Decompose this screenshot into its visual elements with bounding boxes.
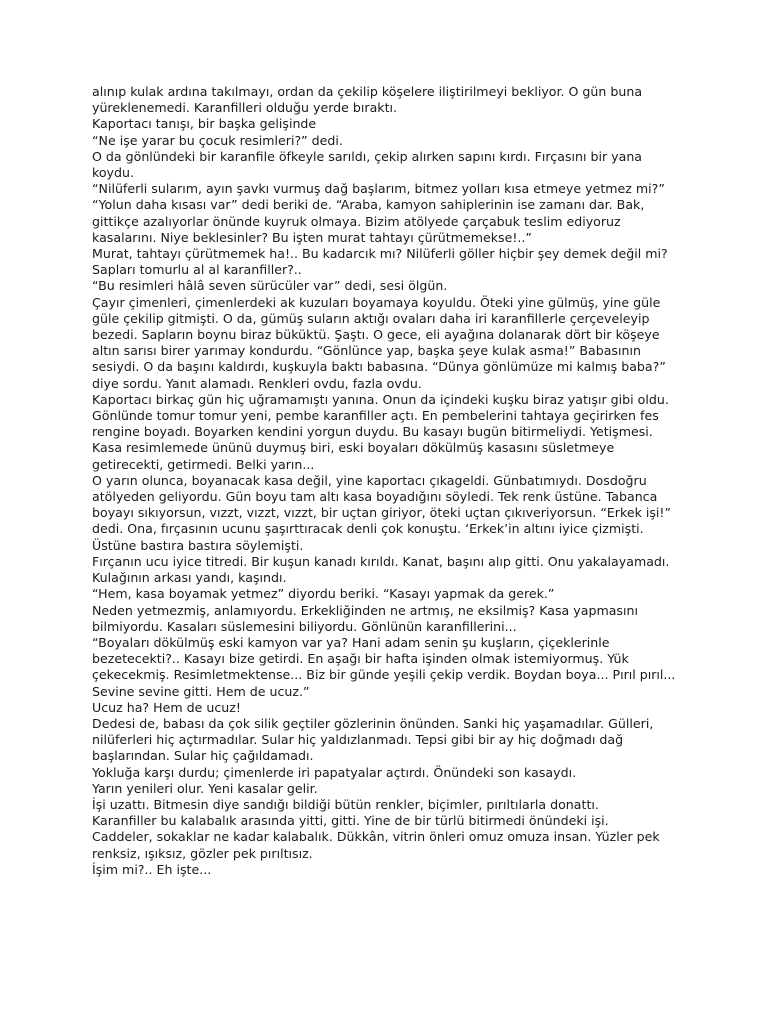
paragraph: Yarın yenileri olur. Yeni kasalar gelir. xyxy=(92,780,318,796)
paragraph: Murat, tahtayı çürütmemek ha!.. Bu kadarcık mı? Nilüferli göller hiçbir şey demek değil mi? Sapları tomurlu al al karanfiller?.. xyxy=(92,246,668,278)
paragraph: “Ne işe yarar bu çocuk resimleri?” dedi. xyxy=(92,132,343,148)
paragraph: O yarın olunca, boyanacak kasa değil, yine kaportacı çıkageldi. Günbatımıydı. Dosdoğru atölyeden geliyordu. Gün boyu tam altı kasa boyadığını söyledi. Tek renk üstüne. Tabanca boyayı sıkıyorsun, vızzt, vızzt, vızzt, bir uçtan giriyor, öteki uçtan çıkıveriyorsun. “Erkek işi!” dedi. Ona, fırçasının ucunu şaşırttıracak denli çok konuştu. ‘Erkek’in altını iyice çizmişti. Üstüne bastıra bastıra söylemişti. xyxy=(92,472,671,553)
paragraph: İşi uzattı. Bitmesin diye sandığı bildiği bütün renkler, biçimler, pırıltılarla donattı. xyxy=(92,796,599,812)
paragraph: alınıp kulak ardına takılmayı, ordan da çekilip köşelere iliştirilmeyi bekliyor. O gün buna yüreklenemedi. Karanfilleri olduğu yerde bıraktı. xyxy=(92,84,643,116)
paragraph: O da gönlündeki bir karanfile öfkeyle sarıldı, çekip alırken sapını kırdı. Fırçasını bir yana koydu. xyxy=(92,148,643,181)
paragraph: Yokluğa karşı durdu; çimenlerde iri papatyalar açtırdı. Önündeki son kasaydı. xyxy=(92,764,577,780)
paragraph: Caddeler, sokaklar ne kadar kalabalık. Dükkân, vitrin önleri omuz omuza insan. Yüzler pek renksiz, ışıksız, gözler pek pırıltısız. xyxy=(92,829,660,861)
paragraph: “Nilüferli sularım, ayın şavkı vurmuş dağ başlarım, bitmez yolları kısa etmeye yetmez mi?” xyxy=(92,181,665,197)
paragraph: Karanfiller bu kalabalık arasında yitti, gitti. Yine de bir türlü bitirmedi önündeki işi. xyxy=(92,813,609,829)
paragraph: “Boyaları dökülmüş eski kamyon var ya? Hani adam senin şu kuşların, çiçeklerinle bezetecekti?.. Kasayı bize getirdi. En aşağı bir hafta işinden olmak istemiyormuş. Yük çekecekmiş. Resimletmektense... Biz bir günde yeşili çekip verdik. Boydan boya... Pırıl pırıl... Sevine sevine gitti. Hem de ucuz.” xyxy=(92,634,676,699)
paragraph: “Hem, kasa boyamak yetmez” diyordu beriki. “Kasayı yapmak da gerek.” xyxy=(92,586,555,602)
paragraph: Fırçanın ucu iyice titredi. Bir kuşun kanadı kırıldı. Kanat, başını alıp gitti. Onu yakalayamadı. Kulağının arkası yandı, kaşındı. xyxy=(92,553,670,586)
body-text xyxy=(92,84,682,878)
paragraph: Ucuz ha? Hem de ucuz! xyxy=(92,699,241,715)
paragraph: “Bu resimleri hâlâ seven sürücüler var” dedi, sesi ölgün. xyxy=(92,278,448,294)
paragraph: Dedesi de, babası da çok silik geçtiler gözlerinin önünden. Sanki hiç yaşamadılar. Gülleri, nilüferleri hiç açtırmadılar. Sular hiç yaldızlanmadı. Tepsi gibi bir ay hiç doğmadı dağ başlarından. Sular hiç çağıldamadı. xyxy=(92,715,654,764)
paragraph: Neden yetmezmiş, anlamıyordu. Erkekliğinden ne artmış, ne eksilmiş? Kasa yapmasını bilmiyordu. Kasaları süslemesini biliyordu. Gönlünün karanfillerini... xyxy=(92,602,638,634)
paragraph: İşim mi?.. Eh işte... xyxy=(92,861,212,877)
paragraph: “Yolun daha kısası var” dedi beriki de. “Araba, kamyon sahiplerinin ise zamanı dar. Bak, gittikçe azalıyorlar önünde kuyruk olmaya. Bizim atölyede çarçabuk teslim ediyoruz kasalarını. Niye beklesinler? Bu işten murat tahtayı çürütmemekse!..” xyxy=(92,197,645,245)
paragraph: Kaportacı birkaç gün hiç uğramamıştı yanına. Onun da içindeki kuşku biraz yatışır gibi oldu. Gönlünde tomur tomur yeni, pembe karanfiller açtı. En pembelerini tahtaya geçirirken fes rengine boyadı. Boyarken kendini yorgun duydu. Bu kasayı bugün bitirmeliydi. Yetişmesi. Kasa resimlemede ününü duymuş biri, eski boyaları dökülmüş kasasını süsletmeye getirecekti, getirmedi. Belki yarın... xyxy=(92,391,669,472)
paragraph: Çayır çimenleri, çimenlerdeki ak kuzuları boyamaya koyuldu. Öteki yine gülmüş, yine güle güle çekilip gitmişti. O da, gümüş suların aktığı ovaları daha iri karanfillerle çerçeveleyip bezedi. Sapların boynu biraz büküktü. Şaştı. O gece, eli ayağına dolanarak dört bir köşeye altın sarısı birer yarımay kondurdu. “Gönlünce yap, başka şeye kulak asma!” Babasının sesiydi. O da başını kaldırdı, kuşkuyla baktı babasına. “Dünya gönlümüze mi kalmış baba?” diye sordu. Yanıt alamadı. Renkleri ovdu, fazla ovdu. xyxy=(92,294,666,391)
paragraph: Kaportacı tanışı, bir başka gelişinde xyxy=(92,116,317,132)
